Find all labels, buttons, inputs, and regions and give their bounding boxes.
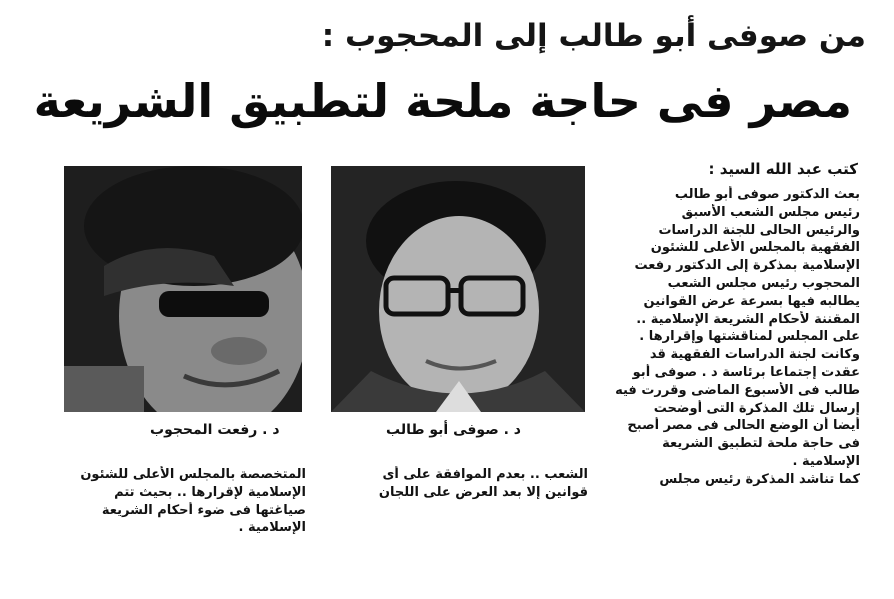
portrait-photo-right bbox=[331, 166, 585, 412]
left-column-line: الإسلامية . bbox=[238, 520, 306, 536]
main-column-line: على المجلس لمناقشتها وإقرارها . bbox=[639, 329, 860, 345]
article-column-middle bbox=[326, 466, 588, 502]
main-column-line: الفقهية بالمجلس الأعلى للشئون bbox=[650, 240, 860, 256]
portrait-image-left bbox=[64, 166, 302, 412]
caption-left: د . رفعت المحجوب bbox=[150, 422, 280, 438]
main-column-line: وكانت لجنة الدراسات الفقهية قد bbox=[649, 347, 860, 363]
main-column-line: المقننة لأحكام الشريعة الإسلامية .. bbox=[636, 311, 860, 327]
article-column-main bbox=[596, 186, 860, 489]
left-column-line: المتخصصة بالمجلس الأعلى للشئون bbox=[80, 467, 306, 482]
left-column-line: صياغتها فى ضوء أحكام الشريعة bbox=[101, 502, 306, 518]
main-column-line: فى حاجة ملحة لتطبيق الشريعة bbox=[662, 436, 860, 452]
main-column-line: طالب فى الأسبوع الماضى وقررت فيه bbox=[615, 382, 860, 398]
main-column-line: رئيس مجلس الشعب الأسبق bbox=[681, 204, 860, 220]
left-column-line: الإسلامية لإقرارها .. بحيث تتم bbox=[114, 484, 306, 500]
portrait-image-right bbox=[331, 166, 585, 412]
main-column-line: يطالبه فيها بسرعة عرض القوانين bbox=[643, 293, 860, 309]
kicker-line: من صوفى أبو طالب إلى المحجوب : bbox=[321, 18, 866, 54]
caption-right: د . صوفى أبو طالب bbox=[386, 422, 521, 438]
main-column-line: والرئيس الحالى للجنة الدراسات bbox=[658, 222, 860, 238]
headline: مصر فى حاجة ملحة لتطبيق الشريعة bbox=[33, 74, 852, 128]
article-column-left bbox=[60, 466, 306, 537]
main-column-line: إرسال تلك المذكرة التى أوضحت bbox=[653, 400, 860, 416]
byline: كتب عبد الله السيد : bbox=[708, 160, 858, 178]
main-column-line: بعث الدكتور صوفى أبو طالب bbox=[674, 187, 860, 202]
middle-column-line: قوانين إلا بعد العرض على اللجان bbox=[378, 484, 588, 500]
main-column-line: المحجوب رئيس مجلس الشعب bbox=[667, 275, 860, 291]
middle-column-line: الشعب .. بعدم الموافقة على أى bbox=[382, 467, 588, 482]
main-column-line: الإسلامية . bbox=[792, 453, 860, 469]
portrait-photo-left bbox=[64, 166, 302, 412]
main-column-line: عقدت إجتماعا برئاسة د . صوفى أبو bbox=[632, 364, 860, 380]
main-column-line: أيضا أن الوضع الحالى فى مصر أصبح bbox=[627, 418, 860, 434]
main-column-line: الإسلامية بمذكرة إلى الدكتور رفعت bbox=[634, 258, 860, 274]
main-column-line: كما تناشد المذكرة رئيس مجلس bbox=[659, 471, 860, 487]
